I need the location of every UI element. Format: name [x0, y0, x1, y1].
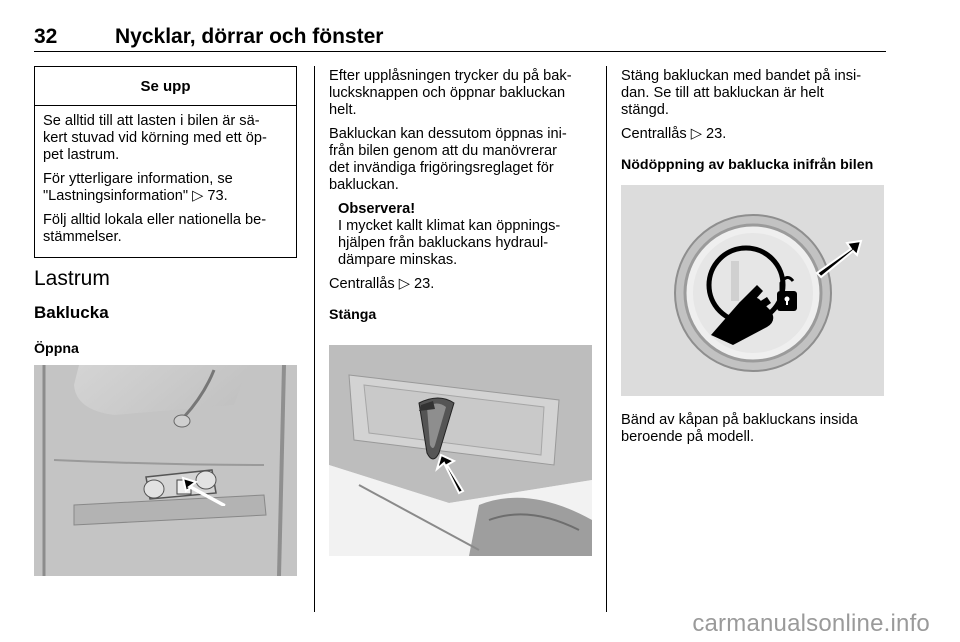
warning-box [34, 66, 297, 258]
warning-title: Se upp [35, 67, 296, 106]
col3-reference[interactable]: Centrallås ▷ 23. [621, 126, 727, 142]
warning-paragraph-3: Följ alltid lokala eller nationella be- stämmelser. [43, 212, 267, 245]
emergency-opening-heading: Nödöppning av baklucka inifrån bilen [621, 157, 874, 173]
open-heading: Öppna [34, 341, 79, 357]
note-text: I mycket kallt klimat kan öppnings- hjälpen från bakluckans hydraul- dämpare minskas. [338, 218, 561, 268]
watermark: carmanualsonline.info [692, 610, 930, 637]
col2-paragraph-1: Efter upplåsningen trycker du på bak- lucksknappen och öppnar bakluckan helt. [329, 68, 572, 118]
note-block [329, 201, 594, 269]
warning-paragraph-2: För ytterligare information, se "Lastningsinformation" ▷ 73. [43, 171, 233, 204]
tailgate-handle-illustration [34, 365, 297, 576]
section-subtitle: Baklucka [34, 303, 109, 322]
warning-paragraph-1: Se alltid till att lasten i bilen är sä- kert stuvad vid körning med ett öp- pet lastrum. [43, 113, 267, 163]
note-title: Observera! [338, 201, 416, 217]
header-rule [34, 51, 886, 52]
col3-paragraph-1: Stäng bakluckan med bandet på insi- dan. Se till att bakluckan är helt stängd. [621, 68, 862, 118]
page-number: 32 [34, 25, 58, 48]
section-title: Lastrum [34, 267, 110, 290]
column-divider-1 [314, 66, 315, 612]
col2-paragraph-2: Bakluckan kan dessutom öppnas ini- från bilen genom att du manövrerar det invändiga frigöringsreglaget för bakluckan. [329, 126, 567, 193]
close-heading: Stänga [329, 307, 377, 323]
col2-reference[interactable]: Centrallås ▷ 23. [329, 276, 435, 292]
tailgate-strap-illustration [329, 345, 592, 556]
page-header-title: Nycklar, dörrar och fönster [115, 25, 384, 48]
emergency-release-illustration [621, 185, 884, 396]
column-divider-2 [606, 66, 607, 612]
col3-paragraph-2: Bänd av kåpan på bakluckans insida beroende på modell. [621, 412, 858, 445]
